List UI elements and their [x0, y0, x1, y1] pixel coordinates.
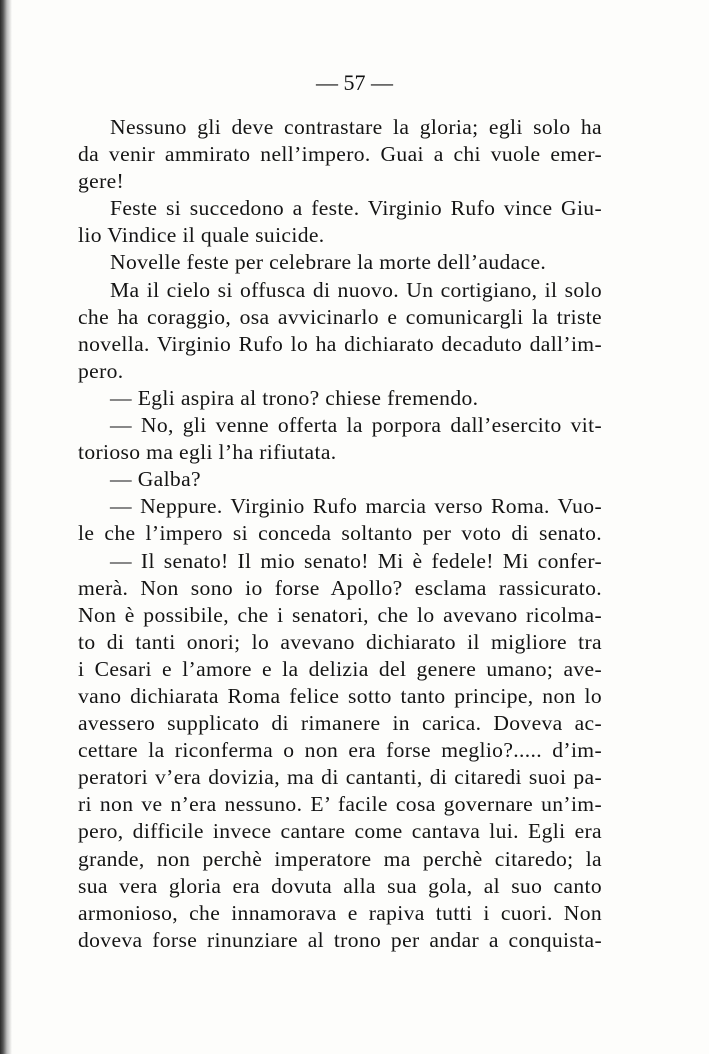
text-line: ri non ve n’era nessuno. E’ facile cosa governare un’im-	[78, 792, 602, 817]
text-line: merà. Non sono io forse Apollo? esclama rassicurato.	[78, 575, 602, 600]
text-line: to di tanti onori; lo avevano dichiarato il migliore tra	[78, 629, 602, 654]
text-line: Nessuno gli deve contrastare la gloria; egli solo ha	[110, 115, 602, 139]
text-line: grande, non perchè imperatore ma perchè citaredo; la	[78, 846, 602, 871]
text-line: — Galba?	[110, 467, 201, 492]
text-line: armonioso, che innamorava e rapiva tutti i cuori. Non	[78, 900, 602, 925]
text-line: i Cesari e l’amore e la delizia del genere umano; ave-	[78, 656, 602, 681]
text-line: cettare la riconferma o non era forse meglio?..... d’im-	[78, 738, 602, 763]
text-line: le che l’impero si conceda soltanto per voto di senato.	[78, 521, 602, 546]
text-line: torioso ma egli l’ha rifiutata.	[78, 440, 337, 465]
text-line: — Egli aspira al trono? chiese fremendo.	[110, 385, 479, 410]
body-text	[78, 114, 602, 954]
text-line: avessero supplicato di rimanere in carica. Doveva ac-	[78, 711, 602, 736]
text-line: sua vera gloria era dovuta alla sua gola, al suo canto	[78, 873, 602, 898]
text-line: Ma il cielo si offusca di nuovo. Un cortigiano, il solo	[110, 277, 602, 302]
text-line: lio Vindice il quale suicide.	[78, 223, 325, 248]
text-line: — No, gli venne offerta la porpora dall’esercito vit-	[110, 413, 602, 438]
text-line: da venir ammirato nell’impero. Guai a chi vuole emer-	[78, 142, 602, 167]
text-line: — Il senato! Il mio senato! Mi è fedele! Mi confer-	[110, 548, 602, 573]
text-line: vano dichiarata Roma felice sotto tanto principe, non lo	[78, 683, 602, 708]
text-line: peratori v’era dovizia, ma di cantanti, di citaredi suoi pa-	[78, 765, 602, 790]
page-spine-shadow	[0, 0, 12, 1054]
text-line: Novelle feste per celebrare la morte dell’audace.	[110, 250, 547, 275]
text-line: gere!	[78, 169, 125, 194]
text-line: Feste si succedono a feste. Virginio Rufo vince Giu-	[110, 196, 602, 221]
text-line: novella. Virginio Rufo lo ha dichiarato decaduto dall’im-	[78, 331, 602, 356]
text-line: Non è possibile, che i senatori, che lo avevano ricolma-	[78, 602, 602, 627]
text-line: pero.	[78, 358, 124, 383]
page-number: — 57 —	[316, 70, 393, 95]
text-line: — Neppure. Virginio Rufo marcia verso Roma. Vuo-	[110, 494, 602, 519]
text-line: che ha coraggio, osa avvicinarlo e comunicargli la triste	[78, 304, 602, 329]
text-line: doveva forse rinunziare al trono per andar a conquista-	[78, 927, 602, 952]
text-line: pero, difficile invece cantare come cantava lui. Egli era	[78, 819, 602, 844]
